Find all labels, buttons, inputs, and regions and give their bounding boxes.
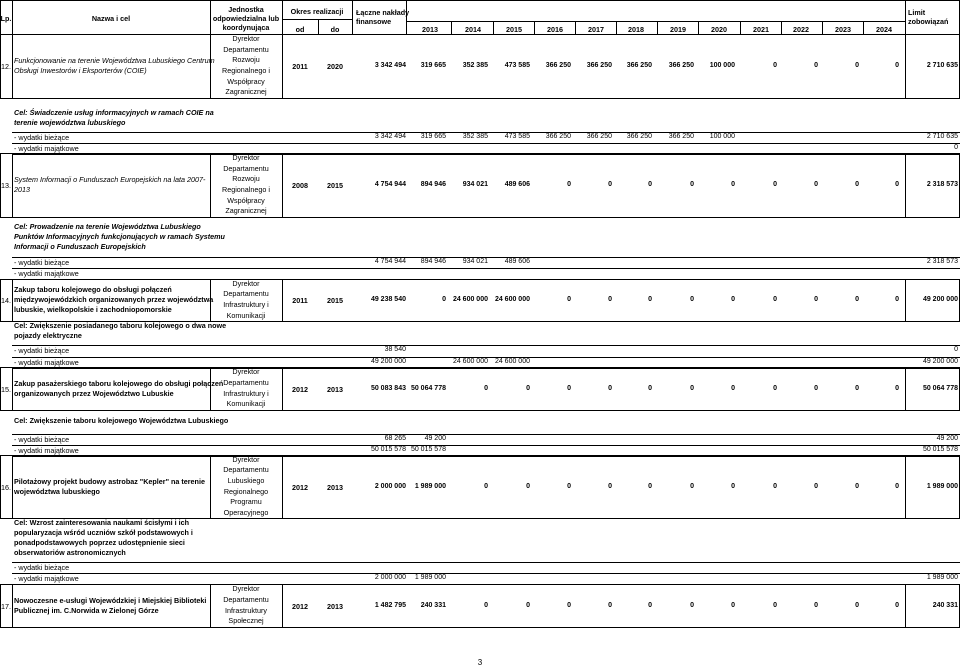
year-amount: 473 585 <box>504 62 530 69</box>
total-cost: 2 000 000 <box>374 482 406 490</box>
expense-limit: 2 318 573 <box>926 258 958 265</box>
year-amount: 366 250 <box>586 62 612 69</box>
year-amount: 352 385 <box>462 62 488 69</box>
year-amount: 366 250 <box>626 62 652 69</box>
project-goal <box>14 222 225 252</box>
grid-line <box>282 0 283 34</box>
responsible-unit <box>210 455 282 518</box>
year-amount: 0 <box>814 384 818 392</box>
row-main-bottom-border <box>0 217 960 218</box>
grid-line <box>905 153 906 217</box>
responsible-unit-line: Programu <box>230 497 262 507</box>
year-amount: 0 <box>731 296 735 303</box>
year-amount: 0 <box>895 296 899 303</box>
responsible-unit-line: Departamentu <box>223 377 269 387</box>
year-amount: 0 <box>608 296 612 303</box>
year-amount: 0 <box>690 601 694 609</box>
period-from: 2008 <box>292 181 308 190</box>
project-goal-line: Punktów Informacyjnych funkcjonujących w ramach Systemu <box>14 232 225 241</box>
expense-year-amount: 319 665 <box>420 133 446 140</box>
year-amount: 0 <box>648 601 652 609</box>
period-from: 2011 <box>292 296 308 305</box>
expense-limit: 50 015 578 <box>922 446 958 453</box>
year-amount: 894 946 <box>420 181 446 188</box>
year-amount: 0 <box>773 482 777 490</box>
responsible-unit-line: Lubuskiego <box>227 475 265 485</box>
responsible-unit-line: Dyrektor <box>232 367 260 377</box>
responsible-unit-line: Departamentu <box>223 465 269 475</box>
year-amount: 0 <box>690 296 694 303</box>
year-amount: 0 <box>895 601 899 609</box>
grid-line <box>493 21 494 34</box>
project-name-line: lubuskie, wielkopolskie i zachodniopomorskie <box>14 305 172 314</box>
responsible-unit-line: Rozwoju <box>232 55 260 65</box>
grid-line <box>0 0 1 34</box>
year-amount: 0 <box>731 482 735 490</box>
expense-year-amount: 24 600 000 <box>494 358 530 365</box>
expense-label: - wydatki bieżące <box>14 133 70 142</box>
year-amount: 0 <box>608 384 612 392</box>
year-amount: 0 <box>526 601 530 609</box>
expense-total: 38 540 <box>384 346 406 353</box>
responsible-unit <box>210 34 282 98</box>
expense-limit: 1 989 000 <box>926 574 958 581</box>
responsible-unit-line: Operacyjnego <box>223 507 269 517</box>
responsible-unit-line: Infrastruktury i <box>223 300 269 309</box>
grid-line <box>12 34 13 98</box>
year-amount: 0 <box>731 384 735 392</box>
expense-total: 50 015 578 <box>370 446 406 453</box>
expense-row-border <box>12 562 960 563</box>
period-from: 2012 <box>292 601 308 611</box>
year-amount: 0 <box>608 601 612 609</box>
commitment-limit: 2 710 635 <box>926 62 958 69</box>
header-year: 2018 <box>628 25 644 34</box>
year-amount: 0 <box>773 62 777 69</box>
expense-label: - wydatki bieżące <box>14 346 70 355</box>
total-cost: 3 342 494 <box>374 62 406 69</box>
year-amount: 0 <box>484 482 488 490</box>
year-amount: 0 <box>814 181 818 188</box>
year-amount: 50 064 778 <box>410 384 446 392</box>
header-year: 2013 <box>422 25 438 34</box>
year-amount: 0 <box>855 482 859 490</box>
period-to: 2013 <box>327 384 343 394</box>
year-amount: 100 000 <box>709 62 735 69</box>
year-amount: 0 <box>608 482 612 490</box>
responsible-unit-line: Rozwoju <box>232 174 260 184</box>
project-goal <box>14 518 214 558</box>
row-main-bottom-border <box>0 627 960 628</box>
period-from: 2012 <box>292 384 308 394</box>
project-goal <box>14 108 214 128</box>
year-amount: 0 <box>648 296 652 303</box>
expense-total: 4 754 944 <box>374 258 406 265</box>
header-year: 2019 <box>670 25 686 34</box>
total-cost: 4 754 944 <box>374 181 406 188</box>
grid-line <box>657 21 658 34</box>
total-cost: 50 083 843 <box>370 384 406 392</box>
expense-limit: 49 200 <box>936 435 958 442</box>
expense-label: - wydatki majątkowe <box>14 574 79 583</box>
period-from: 2011 <box>292 62 308 71</box>
project-goal-line: Cel: Zwiększenie taboru kolejowego Województwa Lubuskiego <box>14 416 229 425</box>
responsible-unit-line: Społecznej <box>228 616 264 626</box>
project-name-line: Obsługi Inwestorów i Eksporterów (COIE) <box>14 66 147 75</box>
grid-line <box>905 279 906 321</box>
responsible-unit-line: Departamentu <box>223 594 269 604</box>
row-main-bottom-border <box>0 410 960 411</box>
header-year: 2024 <box>876 25 892 34</box>
header-year: 2016 <box>547 25 563 34</box>
grid-line <box>905 584 906 627</box>
responsible-unit <box>210 584 282 627</box>
grid-line <box>534 21 535 34</box>
year-amount: 319 665 <box>420 62 446 69</box>
year-amount: 0 <box>855 384 859 392</box>
expense-year-amount: 366 250 <box>668 133 694 140</box>
expense-row-border <box>12 573 960 574</box>
expense-year-amount: 49 200 <box>424 435 446 442</box>
header-limit-1: Limit <box>908 8 926 17</box>
project-name-line: System Informacji o Funduszach Europejskich na lata 2007- <box>14 175 206 184</box>
row-main-bottom-border <box>0 98 960 99</box>
grid-line <box>210 0 211 34</box>
header-year: 2015 <box>506 25 522 34</box>
expense-total: 49 200 000 <box>370 358 406 365</box>
year-amount: 0 <box>895 384 899 392</box>
header-lp: Lp. <box>0 14 12 23</box>
responsible-unit-line: Infrastruktury <box>225 605 267 615</box>
grid-line <box>12 153 13 217</box>
responsible-unit-line: Departamentu <box>223 163 269 173</box>
header-year: 2014 <box>465 25 481 34</box>
year-amount: 0 <box>731 601 735 609</box>
expense-year-amount: 1 989 000 <box>414 574 446 581</box>
total-cost: 49 238 540 <box>370 296 406 303</box>
responsible-unit-line: Dyrektor <box>232 278 260 288</box>
year-amount: 0 <box>567 181 571 188</box>
grid-line <box>822 21 823 34</box>
project-name-line: Zakup taboru kolejowego do obsługi połączeń <box>14 285 172 294</box>
year-amount: 0 <box>442 296 446 303</box>
project-name <box>14 584 210 627</box>
period-to: 2015 <box>327 296 343 305</box>
grid-line <box>905 455 906 518</box>
responsible-unit <box>210 367 282 410</box>
project-name-line: Pilotażowy projekt budowy astrobaz "Kepler" na terenie <box>14 476 205 486</box>
responsible-unit <box>210 279 282 321</box>
year-amount: 0 <box>855 181 859 188</box>
header-unit-line: koordynująca <box>222 22 270 32</box>
responsible-unit-line: Zagranicznej <box>225 87 267 97</box>
expense-limit: 0 <box>954 346 958 353</box>
header-unit <box>210 3 282 33</box>
grid-line <box>12 584 13 627</box>
year-amount: 240 331 <box>420 601 446 609</box>
expense-total: 2 000 000 <box>374 574 406 581</box>
expense-year-amount: 24 600 000 <box>452 358 488 365</box>
project-name-line: Zakup pasażerskiego taboru kolejowego do obsługi połączeń <box>14 378 224 388</box>
year-amount: 0 <box>773 296 777 303</box>
header-name: Nazwa i cel <box>91 14 131 23</box>
project-goal <box>14 321 227 341</box>
grid-line <box>406 0 407 34</box>
project-goal-line: Cel: Świadczenie usług informacyjnych w ramach COIE na <box>14 108 214 117</box>
expense-label: - wydatki majątkowe <box>14 358 79 367</box>
expense-year-amount: 352 385 <box>462 133 488 140</box>
row-lp: 15. <box>1 384 11 394</box>
year-amount: 0 <box>567 601 571 609</box>
responsible-unit-line: Departamentu <box>223 44 269 54</box>
grid-line <box>575 21 576 34</box>
commitment-limit: 2 318 573 <box>926 181 958 188</box>
grid-line <box>781 21 782 34</box>
header-year: 2017 <box>588 25 604 34</box>
responsible-unit-line: Zagranicznej <box>225 206 267 216</box>
grid-line <box>12 279 13 321</box>
row-lp: 12. <box>1 62 11 71</box>
year-amount: 0 <box>773 384 777 392</box>
project-goal-line: ponadpodstawowych poprzez udostępnienie sieci <box>14 538 185 547</box>
year-amount: 0 <box>690 384 694 392</box>
expense-row-border <box>12 268 960 269</box>
responsible-unit-line: Dyrektor <box>232 153 260 163</box>
year-amount: 0 <box>608 181 612 188</box>
total-cost: 1 482 795 <box>374 601 406 609</box>
year-amount: 0 <box>484 384 488 392</box>
expense-total: 3 342 494 <box>374 133 406 140</box>
project-name <box>14 367 224 410</box>
expense-row-border <box>12 345 960 346</box>
period-to: 2020 <box>327 62 343 71</box>
header-unit-line: Jednostka <box>228 4 264 14</box>
year-amount: 489 606 <box>504 181 530 188</box>
project-name-line: Publicznej im. C.Norwida w Zielonej Górze <box>14 605 159 615</box>
year-amount: 366 250 <box>668 62 694 69</box>
grid-line <box>905 34 906 98</box>
row-lp: 13. <box>1 181 11 190</box>
project-name-line: Nowoczesne e-usługi Wojewódzkiej i Miejskiej Biblioteki <box>14 595 207 605</box>
year-amount: 0 <box>526 384 530 392</box>
year-amount: 0 <box>648 482 652 490</box>
grid-line <box>451 21 452 34</box>
header-unit-line: odpowiedzialna lub <box>212 13 280 23</box>
years-divider <box>406 21 905 22</box>
year-amount: 0 <box>814 62 818 69</box>
project-name <box>14 153 210 217</box>
header-year: 2020 <box>711 25 727 34</box>
header-year: 2022 <box>793 25 809 34</box>
expense-year-amount: 366 250 <box>586 133 612 140</box>
project-goal-line: Informacji o Funduszach Europejskich <box>14 242 146 251</box>
year-amount: 366 250 <box>545 62 571 69</box>
year-amount: 0 <box>690 482 694 490</box>
year-amount: 934 021 <box>462 181 488 188</box>
row-lp: 14. <box>1 296 11 305</box>
table-top-border <box>0 0 960 1</box>
year-amount: 24 600 000 <box>452 296 488 303</box>
year-amount: 0 <box>895 482 899 490</box>
expense-label: - wydatki majątkowe <box>14 269 79 278</box>
expense-label: - wydatki majątkowe <box>14 446 79 455</box>
page-number: 3 <box>477 658 483 667</box>
header-period: Okres realizacji <box>290 7 344 16</box>
expense-year-amount: 489 606 <box>504 258 530 265</box>
header-from: od <box>295 25 305 34</box>
responsible-unit-line: Regionalnego i <box>222 66 270 75</box>
project-goal-line: terenie województwa lubuskiego <box>14 118 126 127</box>
row-lp: 17. <box>1 601 11 611</box>
expense-year-amount: 894 946 <box>420 258 446 265</box>
responsible-unit-line: Dyrektor <box>232 584 260 594</box>
year-amount: 0 <box>690 181 694 188</box>
year-amount: 1 989 000 <box>414 482 446 490</box>
period-from: 2012 <box>292 482 308 492</box>
project-name <box>14 279 214 321</box>
expense-year-amount: 100 000 <box>709 133 735 140</box>
expense-limit: 0 <box>954 144 958 151</box>
project-goal-line: Cel: Prowadzenie na terenie Województwa Lubuskiego <box>14 222 201 231</box>
commitment-limit: 240 331 <box>932 601 958 609</box>
year-amount: 0 <box>773 181 777 188</box>
year-amount: 24 600 000 <box>494 296 530 303</box>
responsible-unit-line: Departamentu <box>223 289 269 299</box>
grid-line <box>616 21 617 34</box>
grid-line <box>863 21 864 34</box>
expense-limit: 2 710 635 <box>926 133 958 140</box>
grid-line <box>318 19 319 34</box>
year-amount: 0 <box>731 181 735 188</box>
expense-row-border <box>12 143 960 144</box>
responsible-unit-line: Infrastruktury i <box>223 388 269 398</box>
responsible-unit-line: Komunikacji <box>226 399 266 409</box>
commitment-limit: 49 200 000 <box>922 296 958 303</box>
project-goal <box>14 416 229 426</box>
expense-total: 68 265 <box>384 435 406 442</box>
project-goal-line: Cel: Wzrost zainteresowania naukami ścisłymi i ich <box>14 518 189 527</box>
year-amount: 0 <box>814 296 818 303</box>
project-goal-line: popularyzacja wśród uczniów szkół podstawowych i <box>14 528 193 537</box>
year-amount: 0 <box>567 384 571 392</box>
responsible-unit-line: Dyrektor <box>232 454 260 464</box>
header-total-1: Łączne nakłady <box>356 8 410 17</box>
year-amount: 0 <box>814 482 818 490</box>
project-name <box>14 455 210 518</box>
year-amount: 0 <box>895 62 899 69</box>
expense-label: - wydatki bieżące <box>14 563 70 572</box>
period-to: 2013 <box>327 482 343 492</box>
project-goal-line: obserwatoriów astronomicznych <box>14 548 126 557</box>
year-amount: 0 <box>484 601 488 609</box>
project-name-line: województwa lubuskiego <box>14 486 100 496</box>
header-to: do <box>330 25 340 34</box>
project-name-line: 2013 <box>14 185 30 194</box>
year-amount: 0 <box>567 296 571 303</box>
expense-label: - wydatki bieżące <box>14 435 70 444</box>
header-year: 2021 <box>753 25 769 34</box>
year-amount: 0 <box>648 384 652 392</box>
expense-year-amount: 366 250 <box>626 133 652 140</box>
project-name-line: organizowanych przez Województwo Lubuskie <box>14 388 174 398</box>
year-amount: 0 <box>526 482 530 490</box>
expense-row-border <box>12 434 960 435</box>
commitment-limit: 50 064 778 <box>922 384 958 392</box>
responsible-unit <box>210 153 282 217</box>
project-goal-line: pojazdy elektryczne <box>14 331 82 340</box>
row-lp: 16. <box>1 482 11 492</box>
project-goal-line: Cel: Zwiększenie posiadanego taboru kolejowego o dwa nowe <box>14 321 227 330</box>
expense-row-border <box>12 445 960 446</box>
grid-line <box>12 455 13 518</box>
expense-limit: 49 200 000 <box>922 358 958 365</box>
project-name-line: międzywojewódzkich organizowanych przez województwa <box>14 295 214 304</box>
responsible-unit-line: Regionalnego i <box>222 185 270 194</box>
responsible-unit-line: Komunikacji <box>226 310 266 320</box>
period-to: 2015 <box>327 181 343 190</box>
project-name-line: Funkcjonowanie na terenie Województwa Lubuskiego Centrum <box>14 56 215 65</box>
year-amount: 0 <box>855 62 859 69</box>
expense-year-amount: 473 585 <box>504 133 530 140</box>
grid-line <box>905 0 906 34</box>
year-amount: 0 <box>773 601 777 609</box>
responsible-unit-line: Regionalnego <box>223 486 269 496</box>
expense-year-amount: 934 021 <box>462 258 488 265</box>
header-year: 2023 <box>835 25 851 34</box>
year-amount: 0 <box>895 181 899 188</box>
year-amount: 0 <box>855 601 859 609</box>
grid-line <box>740 21 741 34</box>
year-amount: 0 <box>855 296 859 303</box>
grid-line <box>698 21 699 34</box>
year-amount: 0 <box>648 181 652 188</box>
grid-line <box>12 0 13 34</box>
grid-line <box>352 0 353 34</box>
year-amount: 0 <box>567 482 571 490</box>
project-name <box>14 34 215 98</box>
year-amount: 0 <box>814 601 818 609</box>
expense-year-amount: 366 250 <box>545 133 571 140</box>
grid-line <box>905 367 906 410</box>
responsible-unit-line: Dyrektor <box>232 34 260 44</box>
responsible-unit-line: Współpracy <box>227 195 265 205</box>
period-divider <box>282 19 352 20</box>
header-limit-2: zobowiązań <box>908 17 949 26</box>
expense-label: - wydatki majątkowe <box>14 144 79 153</box>
expense-label: - wydatki bieżące <box>14 258 70 267</box>
responsible-unit-line: Współpracy <box>227 76 265 86</box>
period-to: 2013 <box>327 601 343 611</box>
grid-line <box>12 367 13 410</box>
commitment-limit: 1 989 000 <box>926 482 958 490</box>
header-total-2: finansowe <box>356 17 392 26</box>
expense-year-amount: 50 015 578 <box>410 446 446 453</box>
